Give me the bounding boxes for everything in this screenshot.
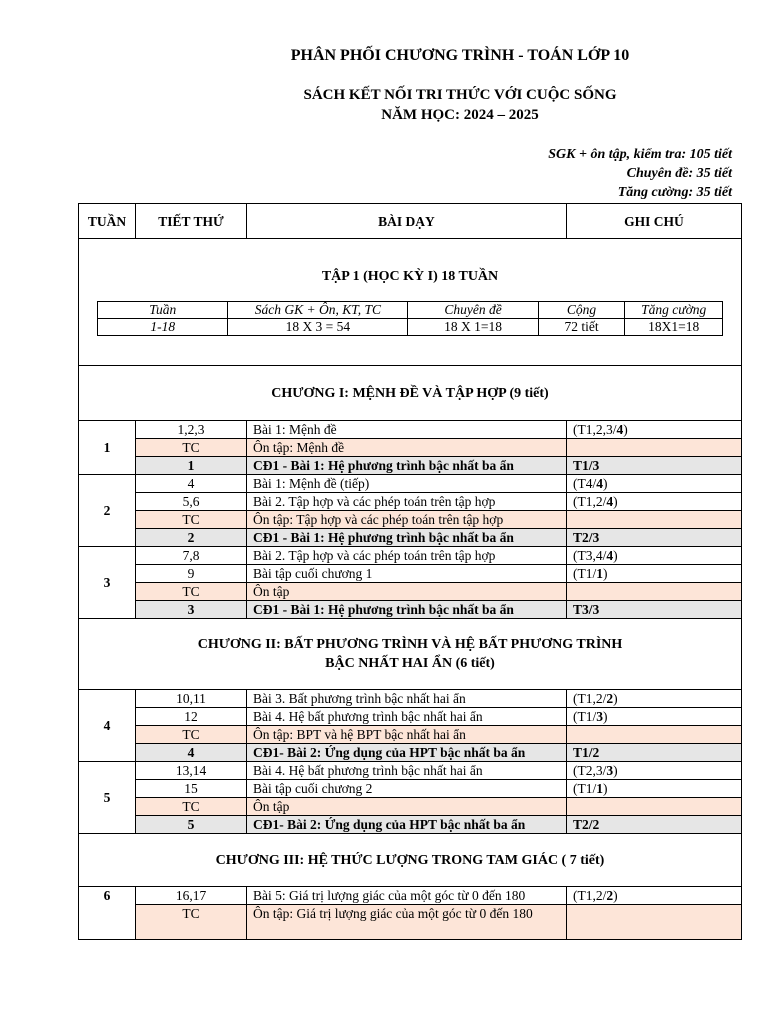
lesson-cell: Bài 4. Hệ bất phương trình bậc nhất hai ẩn	[247, 762, 567, 780]
note-cell: T1/2	[567, 744, 742, 762]
document-title: PHÂN PHỐI CHƯƠNG TRÌNH - TOÁN LỚP 10	[290, 47, 630, 64]
tiet-cell: TC	[136, 439, 247, 457]
lesson-cell: Ôn tập: Tập hợp và các phép toán trên tập hợp	[247, 511, 567, 529]
tiet-cell: 1	[136, 457, 247, 475]
tap1-val-tang-cuong: 18X1=18	[625, 319, 723, 336]
tiet-cell: 12	[136, 708, 247, 726]
week-6-label: 6	[79, 887, 136, 940]
tap1-head-tang-cuong: Tăng cường	[625, 302, 723, 319]
lesson-cell: Ôn tập	[247, 798, 567, 816]
curriculum-table	[78, 203, 742, 940]
note-cell: (T1/1)	[567, 565, 742, 583]
table-row-chuyen-de	[79, 601, 742, 619]
tiet-cell: 3	[136, 601, 247, 619]
note-cell: T1/3	[567, 457, 742, 475]
note-cell: (T3,4/4)	[567, 547, 742, 565]
note-cell: (T1,2/2)	[567, 887, 742, 905]
tap1-val-cong: 72 tiết	[538, 319, 625, 336]
tiet-cell: TC	[136, 905, 247, 940]
table-row-chuyen-de	[79, 529, 742, 547]
tiet-cell: 15	[136, 780, 247, 798]
week-3-label: 3	[79, 547, 136, 619]
lesson-cell: Bài 2. Tập hợp và các phép toán trên tập hợp	[247, 547, 567, 565]
tap1-head-sgk: Sách GK + Ôn, KT, TC	[228, 302, 408, 319]
period-summary	[548, 145, 732, 202]
tap1-summary-header	[98, 302, 723, 319]
tiet-cell: 4	[136, 475, 247, 493]
week-2-label: 2	[79, 475, 136, 547]
lesson-cell: Bài 5: Giá trị lượng giác của một góc từ 0 đến 180	[247, 887, 567, 905]
header-tiet: TIẾT THỨ	[136, 204, 247, 239]
week-4-label: 4	[79, 690, 136, 762]
table-row	[79, 762, 742, 780]
note-cell: (T1,2/4)	[567, 493, 742, 511]
tiet-cell: 7,8	[136, 547, 247, 565]
header-ghi-chu: GHI CHÚ	[567, 204, 742, 239]
tap1-title: TẬP 1 (HỌC KỲ I) 18 TUẦN	[321, 269, 499, 284]
tap1-head-cong: Cộng	[538, 302, 625, 319]
table-row-chuyen-de	[79, 457, 742, 475]
lesson-cell: Bài 2. Tập hợp và các phép toán trên tập hợp	[247, 493, 567, 511]
table-row-review	[79, 511, 742, 529]
note-cell: T2/2	[567, 816, 742, 834]
summary-chuyen-de: Chuyên đề: 35 tiết	[626, 166, 732, 181]
table-row	[79, 565, 742, 583]
tiet-cell: TC	[136, 726, 247, 744]
lesson-cell: Bài tập cuối chương 2	[247, 780, 567, 798]
table-row	[79, 421, 742, 439]
note-cell	[567, 511, 742, 529]
tiet-cell: 5	[136, 816, 247, 834]
lesson-cell: Ôn tập: BPT và hệ BPT bậc nhất hai ẩn	[247, 726, 567, 744]
table-row	[79, 475, 742, 493]
chapter-row	[79, 619, 742, 690]
table-row	[79, 887, 742, 905]
tiet-cell: 13,14	[136, 762, 247, 780]
tiet-cell: 1,2,3	[136, 421, 247, 439]
note-cell: T2/3	[567, 529, 742, 547]
note-cell	[567, 726, 742, 744]
chapter-3-title: CHƯƠNG III: HỆ THỨC LƯỢNG TRONG TAM GIÁC ( 7 tiết)	[79, 834, 742, 887]
chapter-row	[79, 834, 742, 887]
document-subtitle	[250, 85, 670, 125]
week-5-label: 5	[79, 762, 136, 834]
lesson-cell: Bài tập cuối chương 1	[247, 565, 567, 583]
note-cell	[567, 798, 742, 816]
tap1-summary-table	[97, 301, 723, 336]
lesson-cell: Bài 1: Mệnh đề	[247, 421, 567, 439]
table-row	[79, 547, 742, 565]
week-1-label: 1	[79, 421, 136, 475]
lesson-cell: Bài 4. Hệ bất phương trình bậc nhất hai ẩn	[247, 708, 567, 726]
tap1-val-chuyen-de: 18 X 1=18	[408, 319, 538, 336]
chapter-2-title: CHƯƠNG II: BẤT PHƯƠNG TRÌNH VÀ HỆ BẤT PHƯƠNG TRÌNH BẬC NHẤT HAI ẨN (6 tiết)	[79, 619, 742, 690]
tap1-head-chuyen-de: Chuyên đề	[408, 302, 538, 319]
lesson-cell: Ôn tập	[247, 583, 567, 601]
lesson-cell: CĐ1 - Bài 1: Hệ phương trình bậc nhất ba ẩn	[247, 601, 567, 619]
note-cell: (T2,3/3)	[567, 762, 742, 780]
tiet-cell: 9	[136, 565, 247, 583]
table-row-chuyen-de	[79, 744, 742, 762]
tap1-val-sgk: 18 X 3 = 54	[228, 319, 408, 336]
table-row	[79, 780, 742, 798]
note-cell	[567, 439, 742, 457]
subtitle-school-year: NĂM HỌC: 2024 – 2025	[381, 107, 539, 123]
tiet-cell: 4	[136, 744, 247, 762]
summary-tang-cuong: Tăng cường: 35 tiết	[617, 185, 732, 200]
table-row-review	[79, 726, 742, 744]
note-cell: T3/3	[567, 601, 742, 619]
table-row-review	[79, 439, 742, 457]
lesson-cell: CĐ1 - Bài 1: Hệ phương trình bậc nhất ba ẩn	[247, 529, 567, 547]
table-header-row	[79, 204, 742, 239]
note-cell: (T1/3)	[567, 708, 742, 726]
tiet-cell: TC	[136, 798, 247, 816]
lesson-cell: CĐ1- Bài 2: Ứng dụng của HPT bậc nhất ba ẩn	[247, 816, 567, 834]
note-cell: (T1,2/2)	[567, 690, 742, 708]
header-tuan: TUẦN	[79, 204, 136, 239]
lesson-cell: Ôn tập: Mệnh đề	[247, 439, 567, 457]
header-bai-day: BÀI DẠY	[247, 204, 567, 239]
tiet-cell: 5,6	[136, 493, 247, 511]
tiet-cell: TC	[136, 511, 247, 529]
note-cell	[567, 905, 742, 940]
table-row-review	[79, 583, 742, 601]
table-row-review	[79, 905, 742, 940]
tiet-cell: 2	[136, 529, 247, 547]
lesson-cell: CĐ1- Bài 2: Ứng dụng của HPT bậc nhất ba ẩn	[247, 744, 567, 762]
table-row	[79, 690, 742, 708]
lesson-cell: Bài 3. Bất phương trình bậc nhất hai ẩn	[247, 690, 567, 708]
lesson-cell: CĐ1 - Bài 1: Hệ phương trình bậc nhất ba ẩn	[247, 457, 567, 475]
tiet-cell: TC	[136, 583, 247, 601]
tiet-cell: 10,11	[136, 690, 247, 708]
tap1-head-tuan: Tuần	[98, 302, 228, 319]
table-row	[79, 493, 742, 511]
note-cell: (T4/4)	[567, 475, 742, 493]
summary-sgk: SGK + ôn tập, kiểm tra: 105 tiết	[548, 147, 732, 162]
tiet-cell: 16,17	[136, 887, 247, 905]
note-cell: (T1,2,3/4)	[567, 421, 742, 439]
tap1-summary-values	[98, 319, 723, 336]
note-cell	[567, 583, 742, 601]
note-cell: (T1/1)	[567, 780, 742, 798]
chapter-1-title: CHƯƠNG I: MỆNH ĐỀ VÀ TẬP HỢP (9 tiết)	[79, 366, 742, 421]
table-row-review	[79, 798, 742, 816]
subtitle-book: SÁCH KẾT NỐI TRI THỨC VỚI CUỘC SỐNG	[303, 87, 617, 103]
lesson-cell: Bài 1: Mệnh đề (tiếp)	[247, 475, 567, 493]
table-row-chuyen-de	[79, 816, 742, 834]
chapter-row	[79, 366, 742, 421]
tap1-val-tuan: 1-18	[98, 319, 228, 336]
lesson-cell: Ôn tập: Giá trị lượng giác của một góc từ 0 đến 180	[247, 905, 567, 940]
table-row	[79, 708, 742, 726]
tap1-row	[79, 239, 742, 366]
